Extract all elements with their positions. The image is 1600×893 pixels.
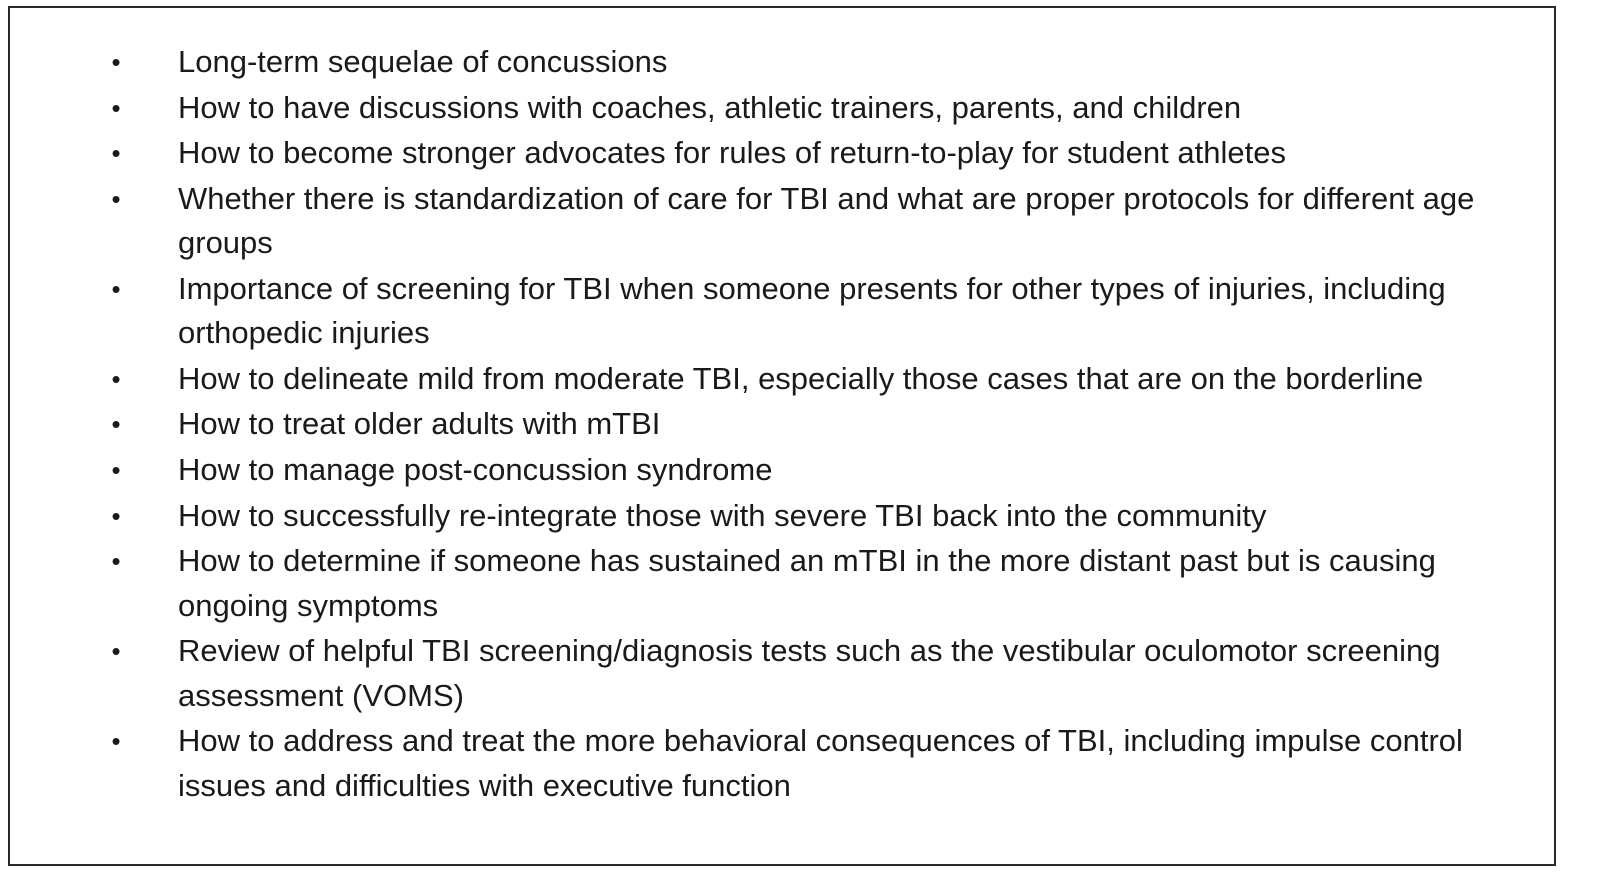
- bullet-icon: •: [111, 183, 121, 214]
- bullet-icon: •: [111, 500, 121, 531]
- bullet-icon: •: [111, 273, 121, 304]
- list-item-text: Long-term sequelae of concussions: [178, 44, 668, 79]
- bullet-icon: •: [111, 47, 121, 77]
- bullet-icon: •: [111, 636, 121, 667]
- list-item-text: How to successfully re-integrate those with severe TBI back into the community: [178, 497, 1267, 533]
- list-item: [10, 177, 1554, 266]
- list-item: [10, 357, 1554, 401]
- list-item: [10, 86, 1554, 130]
- list-item-text: How to manage post-concussion syndrome: [178, 451, 773, 487]
- list-item-text: Whether there is standardization of care for TBI and what are proper protocols for different age groups: [178, 180, 1475, 261]
- list-item-text: How to become stronger advocates for rules of return-to-play for student athletes: [178, 135, 1286, 171]
- list-item-text: How to have discussions with coaches, athletic trainers, parents, and children: [178, 89, 1242, 125]
- list-item: [10, 719, 1554, 808]
- list-item-text: How to delineate mild from moderate TBI, especially those cases that are on the borderline: [178, 360, 1424, 396]
- bullet-icon: •: [111, 138, 121, 169]
- bullet-icon: •: [111, 409, 121, 440]
- list-item: [10, 629, 1554, 718]
- list-item: [10, 448, 1554, 492]
- bullet-icon: •: [111, 454, 121, 485]
- list-item: [10, 402, 1554, 446]
- bordered-box: [8, 6, 1556, 866]
- list-item: [10, 267, 1554, 356]
- list-item: [10, 40, 1554, 84]
- bullet-icon: •: [111, 363, 121, 394]
- list-item: [10, 131, 1554, 175]
- bullet-icon: •: [111, 546, 121, 577]
- list-item: [10, 494, 1554, 538]
- list-item: [10, 539, 1554, 628]
- list-item-text: Importance of screening for TBI when someone presents for other types of injuries, including orthopedic injuries: [178, 270, 1446, 351]
- list-item-text: Review of helpful TBI screening/diagnosis tests such as the vestibular oculomotor screening assessment (VOMS): [178, 633, 1441, 713]
- bullet-icon: •: [111, 726, 121, 757]
- bullet-icon: •: [111, 92, 121, 123]
- topic-bullet-list: [10, 40, 1554, 809]
- list-item-text: How to address and treat the more behavioral consequences of TBI, including impulse control issues and difficulties with executive function: [178, 723, 1463, 803]
- list-item-text: How to treat older adults with mTBI: [178, 406, 661, 442]
- list-item-text: How to determine if someone has sustained an mTBI in the more distant past but is causing ongoing symptoms: [178, 543, 1436, 623]
